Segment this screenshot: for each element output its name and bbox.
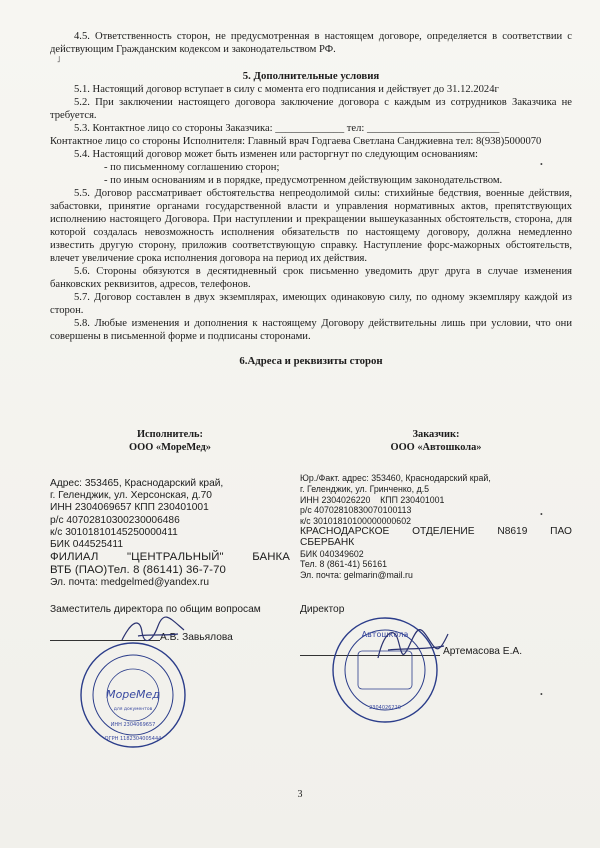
section-5-title: 5. Дополнительные условия <box>242 70 380 82</box>
customer-requisites <box>300 473 572 581</box>
section-6-title: 6.Адреса и реквизиты сторон <box>239 355 383 367</box>
customer-stamp-inn: 2304026220 <box>369 705 401 711</box>
clause-4-5: 4.5. Ответственность сторон, не предусмотренная в настоящем договоре, определяется в соответствии с действующим Гражданским кодексом и законодательством РФ. <box>50 31 572 55</box>
clause-5-4: 5.4. Настоящий договор может быть изменен или расторгнут по следующим основаниям: <box>74 149 478 160</box>
executor-bank <box>50 551 290 564</box>
customer-inn: ИНН 2304026220 КПП 230401001 <box>300 494 445 505</box>
executor-bank-c: БАНКА <box>252 551 290 564</box>
clause-5-6: 5.6. Стороны обязуются в десятидневный срок письменно уведомить друг друга в случае изменения банковских реквизитов, адресов, телефонов. <box>50 266 572 290</box>
executor-email: Эл. почта: medgelmed@yandex.ru <box>50 577 210 589</box>
clause-5-3: 5.3. Контактное лицо со стороны Заказчика: _____________ тел: _________________________ <box>74 123 500 134</box>
clause-5-4-item-1: - по письменному соглашению сторон; <box>104 162 280 173</box>
customer-bank-c: N8619 <box>497 525 528 537</box>
page-number: 3 <box>297 789 303 800</box>
customer-signature <box>372 622 452 666</box>
customer-ks: к/с 30101810100000000602 <box>300 516 411 527</box>
executor-sign-name: А.В. Завьялова <box>160 632 233 643</box>
clause-5-7: 5.7. Договор составлен в двух экземплярах, имеющих одинаковую силу, по одному экземпляру каждой из сторон. <box>50 292 572 316</box>
clause-5-2: 5.2. При заключении настоящего договора заключение договора с каждым из сотрудников Заказчика не требуется. <box>50 97 572 121</box>
customer-bank-d: ПАО <box>550 525 572 537</box>
executor-ks: к/с 30101810145250000411 <box>50 526 178 538</box>
customer-name: ООО «Автошкола» <box>390 442 482 453</box>
executor-address-1: Адрес: 353465, Краснодарский край, <box>50 478 224 489</box>
executor-bank-b: "ЦЕНТРАЛЬНЫЙ" <box>126 551 224 564</box>
executor-address-2: г. Геленджик, ул. Херсонская, д.70 <box>50 490 212 502</box>
executor-name: ООО «МореМед» <box>129 442 211 453</box>
executor-inn: ИНН 2304069657 КПП 230401001 <box>50 502 209 514</box>
contract-body <box>50 0 572 368</box>
customer-bank-a: КРАСНОДАРСКОЕ <box>300 525 390 537</box>
clause-5-8: 5.8. Любые изменения и дополнения к настоящему Договору действительны лишь при условии, что они совершены в письменной форме и подписаны сторонами. <box>50 318 572 342</box>
executor-bank-2: ВТБ (ПАО)Тел. 8 (86141) 36-7-70 <box>50 564 226 577</box>
executor-rs: р/с 40702810300230006486 <box>50 514 180 526</box>
executor-stamp-small: для документов <box>113 707 153 712</box>
clause-5-1: 5.1. Настоящий договор вступает в силу с момента его подписания и действует до 31.12.2024г <box>74 84 499 95</box>
customer-column <box>300 428 572 581</box>
margin-mark: • <box>540 160 543 169</box>
executor-stamp-center: МореМед <box>106 688 160 701</box>
executor-role: Исполнитель: <box>136 429 204 440</box>
executor-stamp-ogrn: ОГРН 1182304005444 <box>104 736 162 742</box>
customer-bik: БИК 040349602 <box>300 548 364 559</box>
customer-rs: р/с 40702810830070100113 <box>300 505 412 516</box>
customer-sign-title: Директор <box>300 604 345 615</box>
customer-address-1: Юр./Факт. адрес: 353460, Краснодарский край, <box>300 473 491 483</box>
executor-stamp <box>78 640 188 750</box>
customer-role: Заказчик: <box>412 429 460 440</box>
customer-tel: Тел. 8 (861-41) 56161 <box>300 559 387 570</box>
executor-requisites <box>50 478 290 589</box>
clause-5-5: 5.5. Договор рассматривает обстоятельства непреодолимой силы: стихийные бедствия, военные действия, забастовки, принятие органами государственной власти и управления нормативных актов, препятствующих исполнению настоящего Договора. При наступлении и прекращении вышеуказанных обстоятельств, сторона, для которой создалась невозможность исполнения обязательств по настоящему договору, должна немедленно известить другую сторону, приложив соответствующую справку. Наступление форс-мажорных обстоятельств, влечет увеличение срока исполнения договора на период их действия. <box>50 188 572 264</box>
customer-bank-2: СБЕРБАНК <box>300 536 355 548</box>
executor-bik: БИК 044525411 <box>50 539 124 551</box>
margin-mark: ˩ <box>57 55 61 64</box>
margin-mark: • <box>540 510 543 519</box>
executor-bank-a: ФИЛИАЛ <box>50 551 99 564</box>
executor-sign-title: Заместитель директора по общим вопросам <box>50 604 261 615</box>
margin-mark: • <box>540 690 543 699</box>
customer-sign-name: Артемасова Е.А. <box>443 646 523 657</box>
customer-email: Эл. почта: gelmarin@mail.ru <box>300 570 413 581</box>
customer-address-2: г. Геленджик, ул. Гринченко, д.5 <box>300 483 430 494</box>
executor-stamp-inn: ИНН 2304069657 <box>110 722 156 728</box>
customer-bank-b: ОТДЕЛЕНИЕ <box>412 525 475 537</box>
executor-column <box>50 428 290 589</box>
clause-5-3-contact: Контактное лицо со стороны Исполнителя: Главный врач Годгаева Светлана Санджиевна тел: 8(938)5000070 <box>50 136 542 147</box>
clause-5-4-item-2: - по иным основаниям и в порядке, предусмотренном действующим законодательством. <box>104 175 503 186</box>
customer-stamp-center: Автошкола <box>361 630 409 639</box>
